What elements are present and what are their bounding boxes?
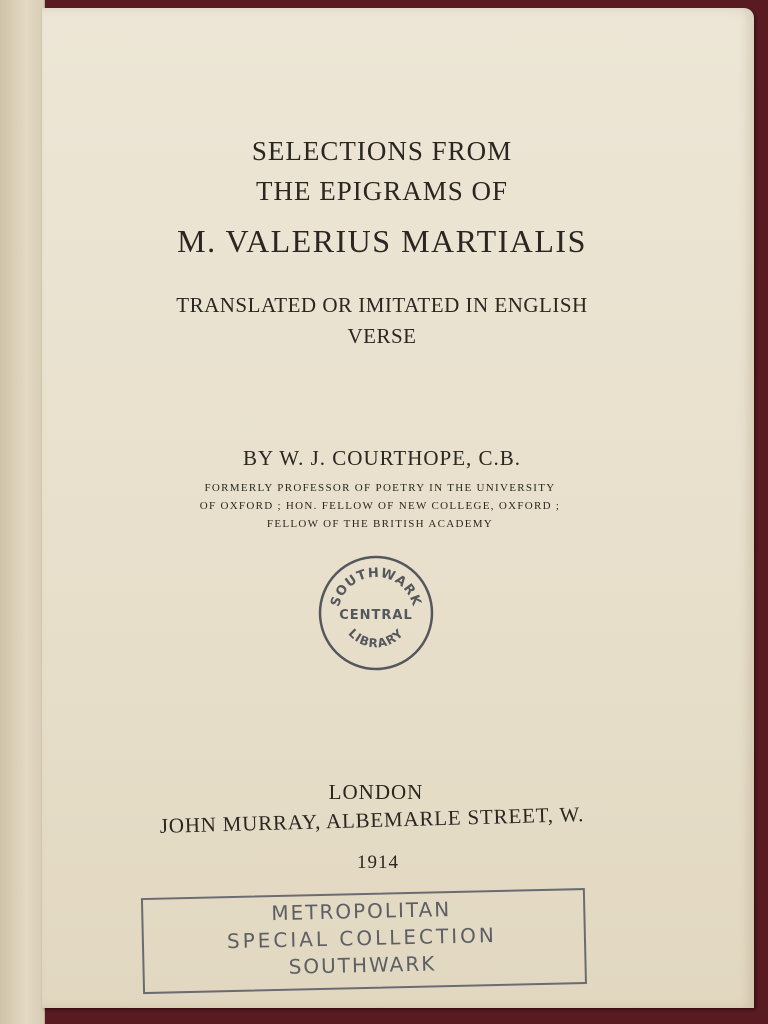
- title-line-3: M. VALERIUS MARTIALIS: [177, 223, 587, 259]
- subtitle-line-1: TRANSLATED OR IMITATED IN ENGLISH: [176, 293, 588, 317]
- title-line-1: SELECTIONS FROM: [251, 136, 513, 166]
- author-credential-1: FORMERLY PROFESSOR OF POETRY IN THE UNIVERSITY: [204, 482, 556, 494]
- collection-stamp-line-3: SOUTHWARK: [288, 951, 437, 979]
- imprint-year: 1914: [357, 852, 399, 873]
- title-page: [42, 8, 754, 1008]
- author-credential-2: OF OXFORD ; HON. FELLOW OF NEW COLLEGE, OXFORD ;: [199, 500, 561, 512]
- svg-text:SOUTHWARK: [328, 566, 424, 609]
- svg-text:LIBRARY: [346, 626, 407, 650]
- imprint-city: LONDON: [328, 780, 424, 804]
- subtitle-line-2: VERSE: [347, 324, 417, 348]
- circular-stamp-icon: [316, 553, 436, 673]
- stamp-center-text: CENTRAL: [339, 608, 413, 623]
- title-line-2: THE EPIGRAMS OF: [255, 176, 509, 206]
- imprint-publisher: JOHN MURRAY, ALBEMARLE STREET, W.: [159, 802, 585, 838]
- stamp-bottom-text: LIBRARY: [345, 625, 407, 651]
- author-byline: BY W. J. COURTHOPE, C.B.: [242, 446, 522, 470]
- stamp-top-text: SOUTHWARK: [328, 565, 424, 609]
- collection-stamp-line-1: METROPOLITAN: [271, 897, 452, 926]
- collection-stamp-line-2: SPECIAL COLLECTION: [226, 923, 498, 954]
- collection-stamp: [141, 888, 591, 998]
- author-credential-3: FELLOW OF THE BRITISH ACADEMY: [266, 518, 494, 530]
- southwark-library-stamp: [316, 553, 436, 673]
